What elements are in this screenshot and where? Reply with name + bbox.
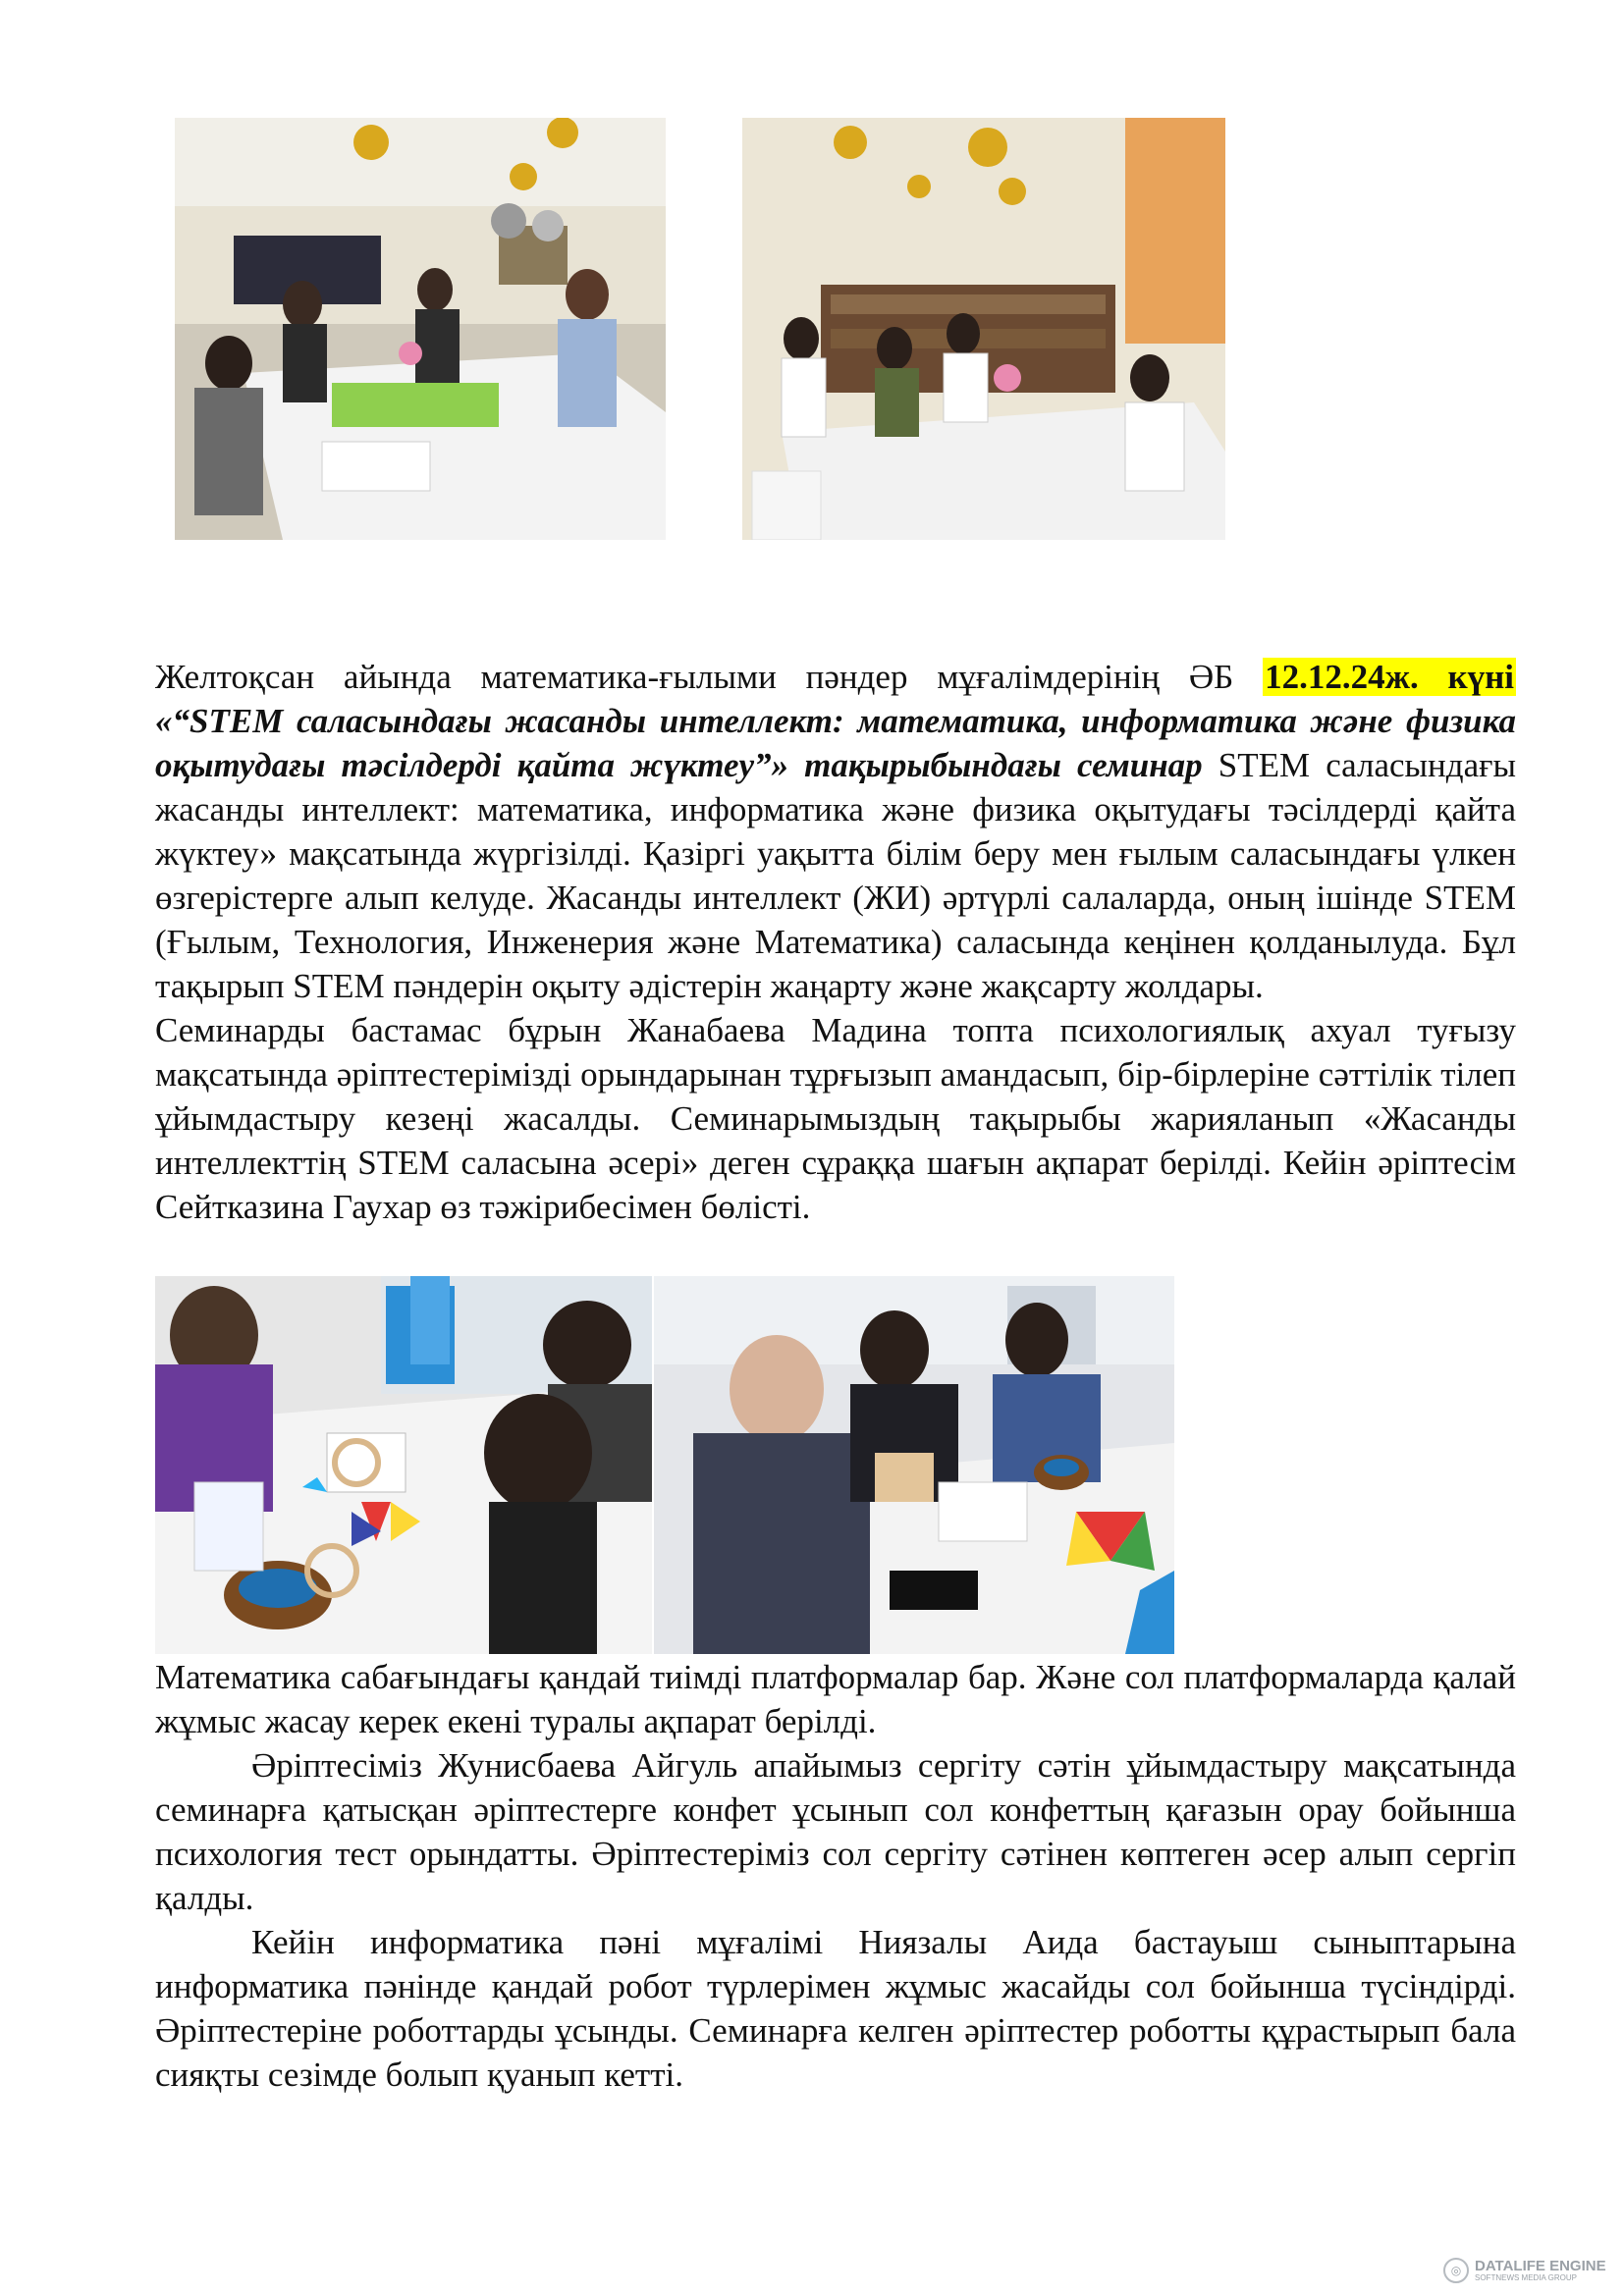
paragraph-1 — [155, 699, 1516, 1008]
paragraph-4: Әріптесіміз Жунисбаева Айгуль апайымыз сергіту сәтін ұйымдастыру мақсатында семинарға қатысқан әріптестерге конфет ұсынып сол конфеттың қағазын орау бойынша психология тест орындатты. Әріптестеріміз сол сергіту сәтінен көптеген әсер алып сергіп қалды. — [155, 1746, 1516, 1917]
seminar-photo-4 — [654, 1276, 1174, 1654]
date-highlight: 12.12.24ж. күні — [1265, 658, 1515, 696]
seminar-title: «“STEM саласындағы жасанды интеллект: математика, информатика және физика оқытудағы тәсілдерді қайта жүктеу”» тақырыбындағы семинар — [155, 702, 1516, 784]
paragraph-3: Математика сабағындағы қандай тиімді платформалар бар. Және сол платформаларда қалай жұмыс жасау керек екені туралы ақпарат берілді. — [155, 1658, 1516, 1740]
paragraph-intro-line — [155, 655, 1516, 699]
watermark-subtitle: SOFTNEWS MEDIA GROUP — [1475, 2273, 1578, 2282]
paragraph-2: Семинарды бастамас бұрын Жанабаева Мадина топта психологиялық ахуал туғызу мақсатында әріптестерімізді орындарынан тұрғызып амандасып, бір-бірлеріне сәттілік тілеп ұйымдастыру кезеңі жасалды. Семинарымыздың тақырыбы жарияланып «Жасанды интеллекттің STEM саласына әсері» деген сұраққа шағын ақпарат берілді. Кейін әріптесім Сейтказина Гаухар өз тәжірибесімен бөлісті. — [155, 1011, 1516, 1226]
article-text-block-2 — [155, 1655, 1516, 2097]
seminar-photo-1 — [175, 118, 666, 540]
seminar-photo-3 — [155, 1276, 652, 1654]
article-text-block-1 — [155, 655, 1516, 1229]
paragraph-5: Кейін информатика пәні мұғалімі Ниязалы Аида бастауыш сыныптарына информатика пәнінде қандай робот түрлерімен жұмыс жасайды сол бойынша түсіндірді. Әріптестеріне роботтарды ұсынды. Семинарға келген әріптестер роботты құрастырып бала сияқты сезімде болып қуанып кетті. — [155, 1923, 1516, 2094]
intro-text: Желтоқсан айында математика-ғылыми пәндер мұғалімдерінің ӘБ — [155, 658, 1234, 696]
seminar-photo-2 — [742, 118, 1225, 540]
datalife-engine-watermark — [1443, 2258, 1606, 2283]
paragraph-1-text: STEM саласындағы жасанды интеллект: математика, информатика және физика оқытудағы тәсілдерді қайта жүктеу» мақсатында жүргізілді. Қазіргі уақытта білім беру мен ғылым саласындағы үлкен өзгерістерге алып келуде. Жасанды интеллект (ЖИ) әртүрлі салаларда, оның ішінде STEM (Ғылым, Технология, Инженерия және Математика) саласында кеңінен қолданылуда. Бұл тақырып STEM пәндерін оқыту әдістерін жаңарту және жақсарту жолдары. — [155, 746, 1516, 1005]
datalife-logo-icon: ◎ — [1443, 2258, 1469, 2283]
watermark-title: DATALIFE ENGINE — [1475, 2258, 1606, 2274]
